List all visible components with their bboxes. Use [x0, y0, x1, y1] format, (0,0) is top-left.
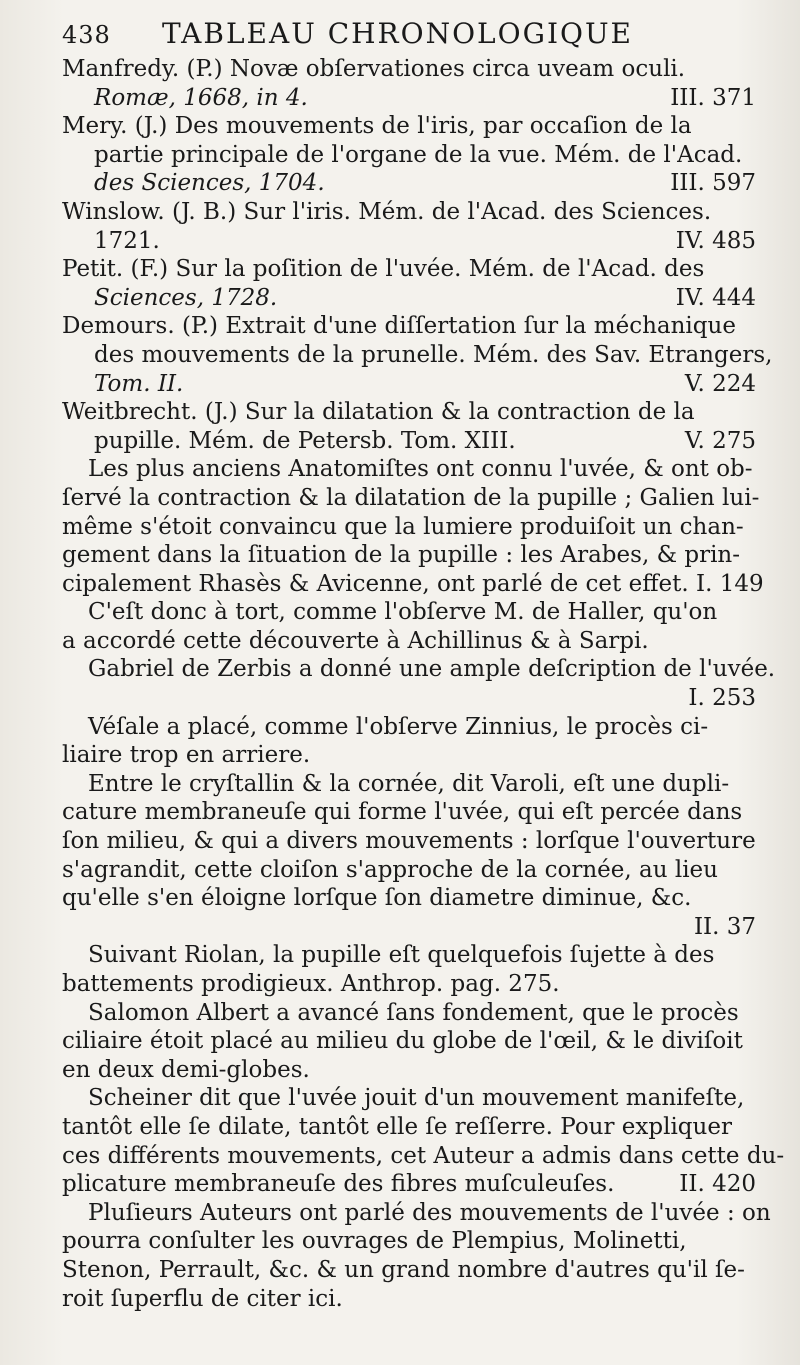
paragraph-line: Suivant Riolan, la pupille eſt quelquefois ſujette à des: [88, 942, 715, 969]
entry-line: des mouvements de la prunelle. Mém. des Sav. Etrangers,: [94, 341, 773, 368]
entry-line: Weitbrecht. (J.) Sur la dilatation & la contraction de la: [62, 399, 695, 426]
volume-reference: IV. 485: [675, 227, 756, 254]
paragraph-line: Pluſieurs Auteurs ont parlé des mouvements de l'uvée : on: [88, 1199, 771, 1226]
entry-line: Sciences, 1728. IV. 444: [94, 284, 756, 311]
volume-reference: II. 37: [693, 913, 756, 940]
paragraph-line: C'eſt donc à tort, comme l'obſerve M. de Haller, qu'on: [88, 599, 718, 626]
page-header: [62, 14, 756, 55]
volume-reference: II. 420: [679, 1171, 756, 1198]
paragraph-line: plicature membraneuſe des fibres muſculeuſes. II. 420: [62, 1171, 756, 1198]
entry-line: partie principale de l'organe de la vue. Mém. de l'Acad.: [94, 141, 743, 168]
volume-reference: I. 253: [688, 685, 756, 712]
entry-line: Winslow. (J. B.) Sur l'iris. Mém. de l'Acad. des Sciences.: [62, 198, 712, 225]
volume-reference: V. 224: [684, 370, 756, 397]
volume-reference: III. 371: [670, 84, 756, 111]
paragraph-line: roit ſuperflu de citer ici.: [62, 1285, 343, 1312]
paragraph-line: Scheiner dit que l'uvée jouit d'un mouvement manifeſte,: [88, 1085, 745, 1112]
paragraph-line: a accordé cette découverte à Achillinus & à Sarpi.: [62, 627, 649, 654]
paragraph-line: en deux demi-globes.: [62, 1056, 310, 1083]
paragraph-line: ces différents mouvements, cet Auteur a admis dans cette du-: [62, 1142, 785, 1169]
paragraph-line: Stenon, Perrault, &c. & un grand nombre d'autres qu'il ſe-: [62, 1256, 745, 1283]
paragraph-line: cature membraneuſe qui forme l'uvée, qui eſt percée dans: [62, 799, 743, 826]
page-body: [62, 55, 785, 1313]
paragraph-line: tantôt elle ſe dilate, tantôt elle ſe reſſerre. Pour expliquer: [62, 1113, 732, 1140]
paragraph-line: battements prodigieux. Anthrop. pag. 275.: [62, 971, 560, 997]
paragraph-line: [62, 913, 756, 942]
entry-line: Tom. II. V. 224: [94, 370, 756, 397]
volume-reference: III. 597: [670, 170, 756, 197]
paragraph-line: gement dans la ſituation de la pupille : les Arabes, & prin-: [62, 542, 741, 569]
entry-line: Petit. (F.) Sur la poſition de l'uvée. Mém. de l'Acad. des: [62, 256, 705, 283]
entry-line: pupille. Mém. de Petersb. Tom. XIII. V. 275: [94, 427, 756, 454]
paragraph-line: Salomon Albert a avancé ſans fondement, que le procès: [88, 999, 739, 1026]
paragraph-line: [62, 684, 756, 713]
entry-line: Demours. (P.) Extrait d'une diſſertation ſur la méchanique: [62, 313, 736, 340]
paragraph-line: qu'elle s'en éloigne lorſque ſon diametre diminue, &c.: [62, 885, 692, 912]
paragraph-line: cipalement Rhasès & Avicenne, ont parlé de cet effet. I. 149: [62, 570, 764, 597]
paragraph-line: même s'étoit convaincu que la lumiere produiſoit un chan-: [62, 513, 744, 540]
paragraph-line: ſon milieu, & qui a divers mouvements : lorſque l'ouverture: [62, 828, 756, 855]
paragraph-line: Véſale a placé, comme l'obſerve Zinnius, le procès ci-: [88, 713, 709, 740]
paragraph-line: s'agrandit, cette cloiſon s'approche de la cornée, au lieu: [62, 856, 718, 883]
paragraph-line: Gabriel de Zerbis a donné une ample deſcription de l'uvée.: [88, 656, 776, 683]
entry-line: 1721. IV. 485: [94, 227, 756, 254]
entry-line: des Sciences, 1704. III. 597: [94, 170, 756, 197]
page-number: 438: [62, 21, 111, 49]
paragraph-line: ciliaire étoit placé au milieu du globe de l'œil, & le diviſoit: [62, 1028, 743, 1055]
entry-line: Romæ, 1668, in 4. III. 371: [94, 84, 756, 111]
entry-line: Manfredy. (P.) Novæ obſervationes circa uveam oculi.: [62, 56, 686, 82]
paragraph-line: ſervé la contraction & la dilatation de la pupille ; Galien lui-: [62, 484, 760, 511]
volume-reference: IV. 444: [675, 284, 756, 311]
running-title: TABLEAU CHRONOLOGIQUE: [162, 17, 633, 50]
paragraph-line: Entre le cryſtallin & la cornée, dit Varoli, eſt une dupli-: [88, 770, 730, 797]
paragraph-line: pourra conſulter les ouvrages de Plempius, Molinetti,: [62, 1228, 687, 1255]
paragraph-line: Les plus anciens Anatomiſtes ont connu l'uvée, & ont ob-: [88, 456, 753, 483]
volume-reference: V. 275: [684, 427, 756, 454]
entry-line: Mery. (J.) Des mouvements de l'iris, par occaſion de la: [62, 113, 692, 140]
paragraph-line: liaire trop en arriere.: [62, 742, 311, 769]
